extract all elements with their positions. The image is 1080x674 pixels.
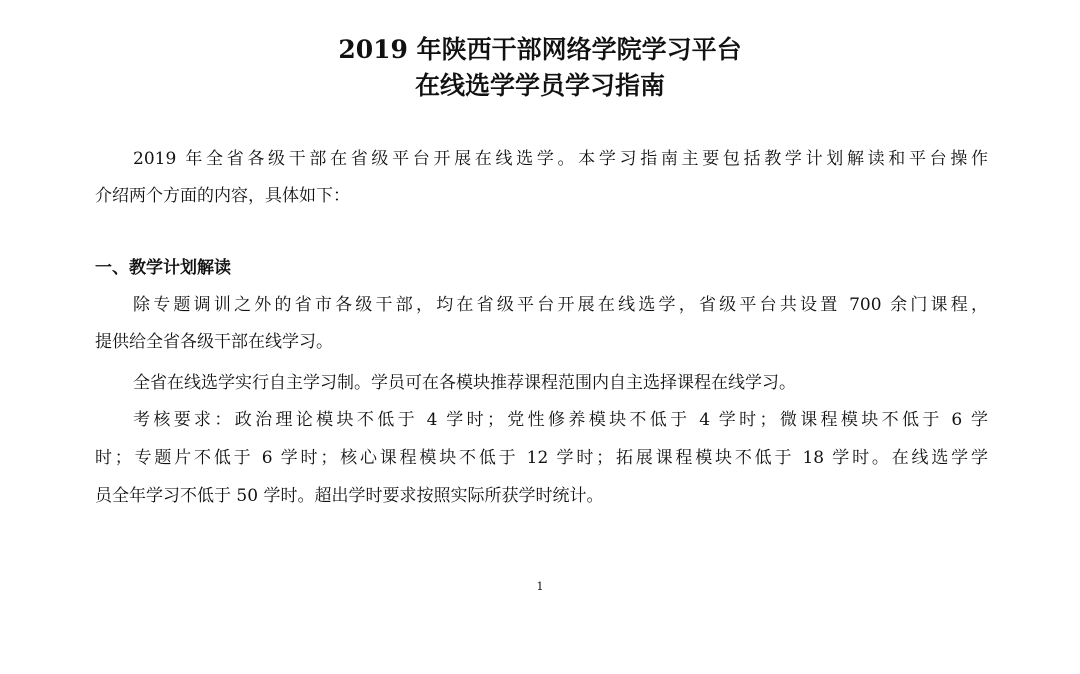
paragraph-3-line-3: 员全年学习不低于 50 学时。超出学时要求按照实际所获学时统计。 bbox=[95, 486, 604, 506]
document-title-line-1: 2019 年陕西干部网络学院学习平台 bbox=[338, 35, 742, 64]
paragraph-1-line-2: 提供给全省各级干部在线学习。 bbox=[95, 332, 333, 352]
paragraph-2-line-1: 全省在线选学实行自主学习制。学员可在各模块推荐课程范围内自主选择课程在线学习。 bbox=[133, 373, 796, 393]
document-title-line-2: 在线选学学员学习指南 bbox=[414, 71, 665, 100]
paragraph-3-line-1: 考核要求：政治理论模块不低于 4 学时；党性修养模块不低于 4 学时；微课程模块不低于 6 学 bbox=[133, 410, 988, 430]
intro-line-2: 介绍两个方面的内容，具体如下： bbox=[95, 186, 350, 206]
paragraph-3-line-2: 时；专题片不低于 6 学时；核心课程模块不低于 12 学时；拓展课程模块不低于 18 学时。在线选学学 bbox=[95, 448, 988, 468]
paragraph-1-line-1: 除专题调训之外的省市各级干部，均在省级平台开展在线选学，省级平台共设置 700 余门课程， bbox=[133, 295, 988, 315]
intro-line-1: 2019 年全省各级干部在省级平台开展在线选学。本学习指南主要包括教学计划解读和平台操作 bbox=[133, 149, 988, 169]
page-number: 1 bbox=[536, 580, 544, 593]
section-heading: 一、教学计划解读 bbox=[95, 258, 231, 278]
